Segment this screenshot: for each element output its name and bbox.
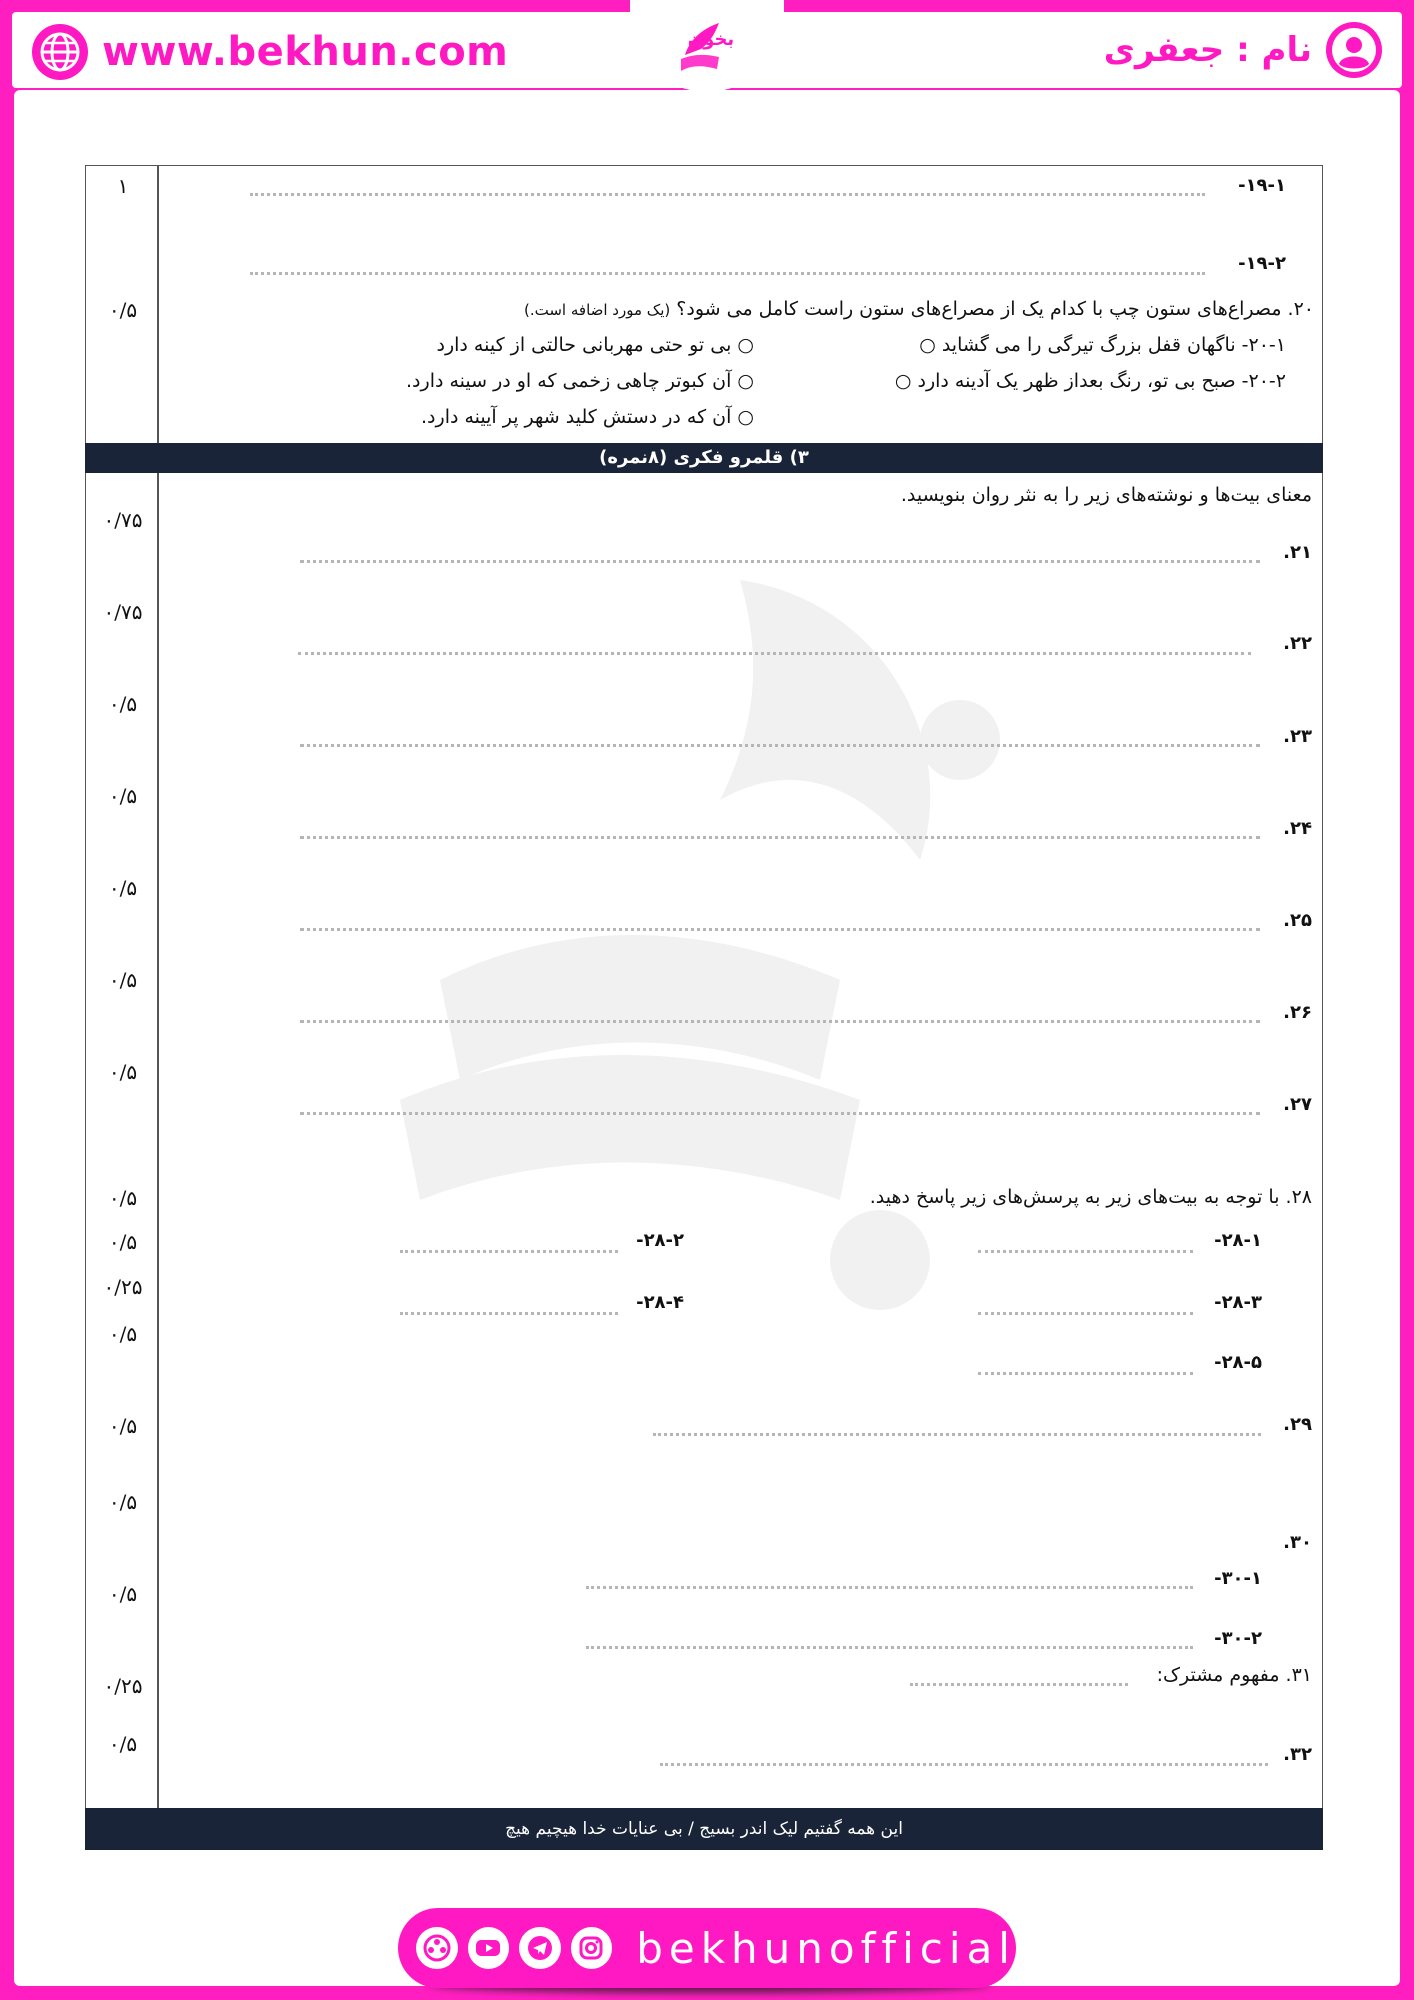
q29-number: ۲۹. — [1283, 1414, 1312, 1435]
score-q22: ۰/۷۵ — [103, 600, 143, 624]
q20-question: ۲۰. مصراع‌های ستون چپ با کدام یک از مصراع‌های ستون راست کامل می شود؟ — [676, 298, 1314, 320]
q31-text: ۳۱. مفهوم مشترک: — [1156, 1664, 1312, 1686]
q23-number: ۲۳. — [1283, 726, 1312, 747]
youtube-icon[interactable] — [468, 1927, 510, 1969]
q22-number: ۲۲. — [1283, 633, 1312, 654]
section-3-header: ۳) قلمرو فکری (۸نمره) — [85, 443, 1323, 473]
answer-line[interactable] — [653, 1433, 1261, 1436]
bekhun-logo — [667, 11, 747, 81]
name-label: نام : جعفری — [1103, 30, 1312, 70]
student-name — [1104, 20, 1384, 80]
q19-2-label: ۱۹-۲- — [1238, 253, 1286, 274]
telegram-icon[interactable] — [519, 1927, 561, 1969]
answer-line[interactable] — [300, 560, 1260, 563]
answer-line[interactable] — [400, 1312, 618, 1315]
answer-line[interactable] — [978, 1372, 1193, 1375]
score-q30-2: ۰/۵ — [108, 1582, 138, 1606]
score-q30: ۰/۵ — [108, 1490, 138, 1514]
answer-line[interactable] — [400, 1250, 618, 1253]
q20-text — [524, 298, 1314, 320]
score-q19: ۱ — [117, 174, 129, 198]
answer-line[interactable] — [586, 1586, 1193, 1589]
section-3-instruction: معنای بیت‌ها و نوشته‌های زیر را به نثر روان بنویسید. — [900, 484, 1312, 506]
site-link[interactable] — [30, 22, 508, 82]
q27-number: ۲۷. — [1283, 1094, 1312, 1115]
answer-line[interactable] — [300, 928, 1260, 931]
answer-line[interactable] — [586, 1646, 1193, 1649]
social-handle[interactable]: bekhunofficial — [636, 1923, 1016, 1973]
q28-4-label: ۲۸-۴- — [636, 1292, 684, 1313]
answer-line[interactable] — [978, 1250, 1193, 1253]
score-q28-b: ۰/۲۵ — [103, 1275, 143, 1299]
answer-line[interactable] — [250, 272, 1205, 275]
q28-2-label: ۲۸-۲- — [636, 1230, 684, 1251]
film-icon[interactable] — [416, 1927, 458, 1969]
score-q28-a: ۰/۵ — [108, 1230, 138, 1254]
q20-row1[interactable]: ۲۰-۱- ناگهان قفل بزرگ تیرگی را می گشاید ○ — [919, 334, 1286, 356]
q24-number: ۲۴. — [1283, 818, 1312, 839]
social-bar[interactable] — [398, 1908, 1016, 1988]
site-url[interactable]: www.bekhun.com — [102, 29, 509, 75]
q28-5-label: ۲۸-۵- — [1214, 1352, 1262, 1373]
q28-text: ۲۸. با توجه به بیت‌های زیر به پرسش‌های زیر پاسخ دهید. — [869, 1186, 1312, 1208]
answer-line[interactable] — [910, 1683, 1128, 1686]
q32-number: ۳۲. — [1283, 1744, 1312, 1765]
q21-number: ۲۱. — [1283, 542, 1312, 563]
score-q23: ۰/۵ — [108, 692, 138, 716]
q30-2-label: ۳۰-۲- — [1214, 1628, 1262, 1649]
answer-line[interactable] — [978, 1312, 1193, 1315]
q26-number: ۲۶. — [1283, 1002, 1312, 1023]
footer-verse: این همه گفتیم لیک اندر بسیج / بی عنایات خدا هیچیم هیچ — [85, 1808, 1323, 1850]
score-q32: ۰/۵ — [108, 1732, 138, 1756]
score-q26: ۰/۵ — [108, 968, 138, 992]
score-q21: ۰/۷۵ — [103, 508, 143, 532]
q20-choice-1[interactable]: ○ بی تو حتی مهربانی حالتی از کینه دارد — [436, 334, 754, 356]
q28-3-label: ۲۸-۳- — [1214, 1292, 1262, 1313]
score-q27: ۰/۵ — [108, 1060, 138, 1084]
q25-number: ۲۵. — [1283, 910, 1312, 931]
q20-choice-3[interactable]: ○ آن که در دستش کلید شهر پر آیینه دارد. — [421, 406, 754, 428]
q19-1-label: ۱۹-۱- — [1238, 175, 1286, 196]
answer-line[interactable] — [300, 1112, 1260, 1115]
user-icon — [1324, 20, 1384, 80]
answer-line[interactable] — [298, 652, 1251, 655]
q30-1-label: ۳۰-۱- — [1214, 1568, 1262, 1589]
score-q28-c: ۰/۵ — [108, 1322, 138, 1346]
score-q20: ۰/۵ — [108, 298, 138, 322]
answer-line[interactable] — [660, 1763, 1268, 1766]
q20-row2[interactable]: ۲۰-۲- صبح بی تو، رنگ بعداز ظهر یک آدینه دارد ○ — [894, 370, 1286, 392]
instagram-icon[interactable] — [571, 1927, 613, 1969]
q30-number: ۳۰. — [1283, 1532, 1312, 1553]
q20-note: (یک مورد اضافه است.) — [524, 301, 671, 319]
score-q29: ۰/۵ — [108, 1414, 138, 1438]
answer-line[interactable] — [300, 836, 1260, 839]
score-q24: ۰/۵ — [108, 784, 138, 808]
score-q25: ۰/۵ — [108, 876, 138, 900]
answer-line[interactable] — [300, 744, 1260, 747]
score-column-divider — [157, 165, 159, 1849]
answer-line[interactable] — [250, 193, 1205, 196]
q28-1-label: ۲۸-۱- — [1214, 1230, 1262, 1251]
globe-icon — [30, 22, 90, 82]
answer-line[interactable] — [300, 1020, 1260, 1023]
score-q28: ۰/۵ — [108, 1186, 138, 1210]
score-q31: ۰/۲۵ — [103, 1674, 143, 1698]
logo-text: بخون — [687, 29, 735, 50]
q20-choice-2[interactable]: ○ آن کبوتر چاهی زخمی که او در سینه دارد. — [406, 370, 754, 392]
